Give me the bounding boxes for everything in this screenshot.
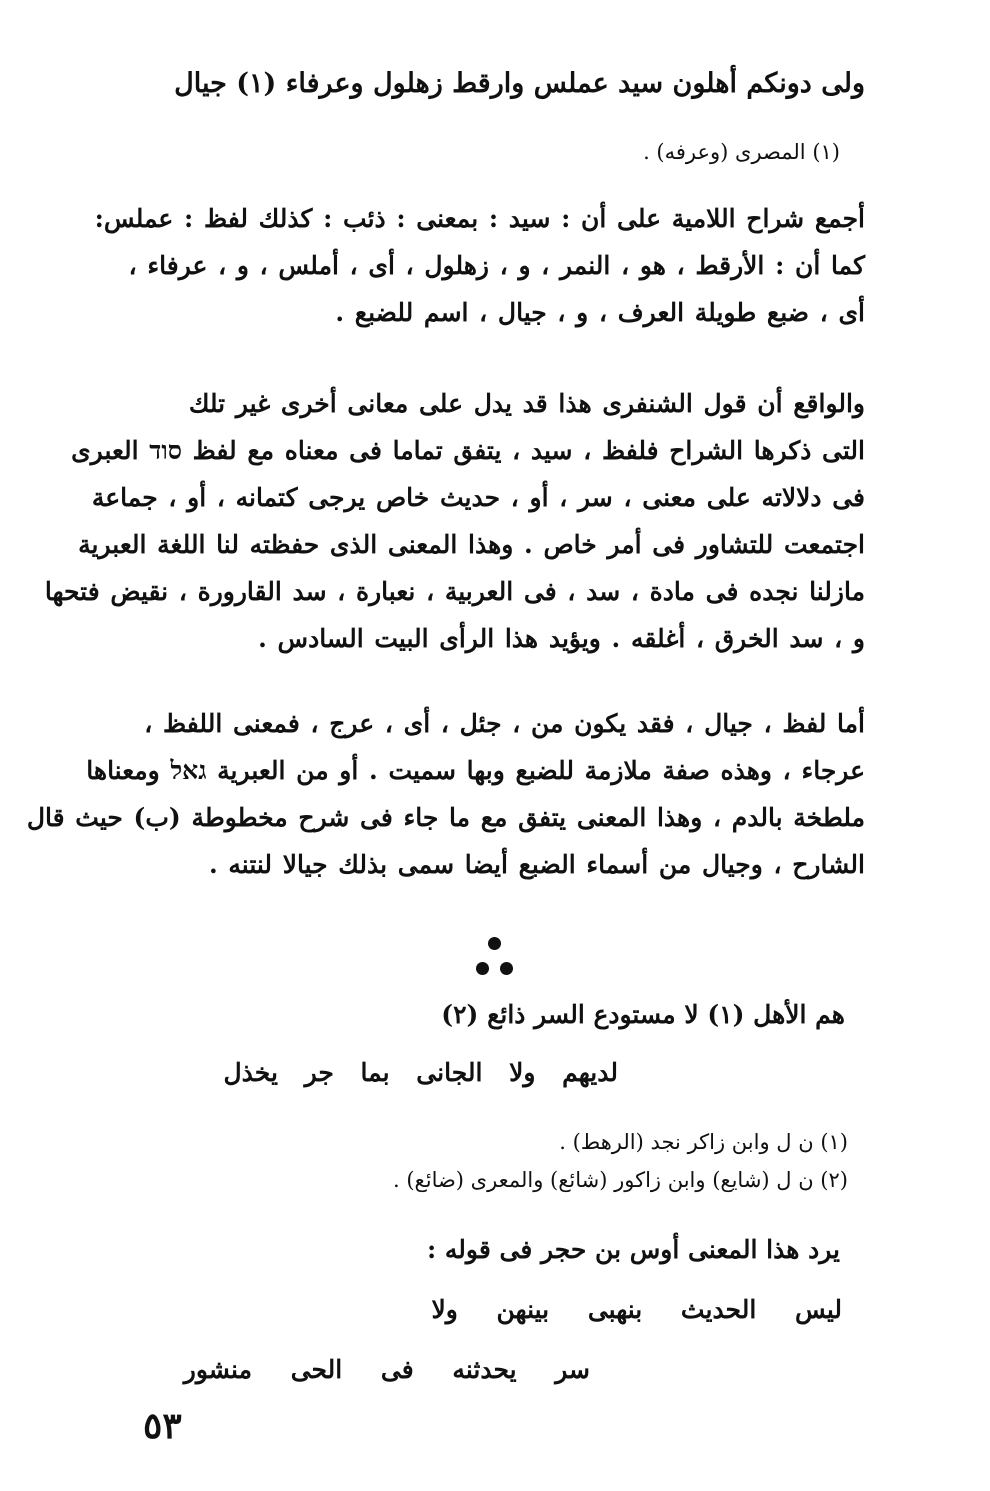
paragraph-2-line-2: التى ذكرها الشراح فلفظ ، سيد ، يتفق تماما فى معناه مع لفظ סוד العبرى: [71, 436, 865, 465]
paragraph-3-line-2: عرجاء ، وهذه صفة ملازمة للضبع وبها سميت . أو من العبرية גאל ومعناها: [86, 756, 865, 785]
footnote-verse-2-b: (٢) ن ل (شايع) وابن زاكور (شائع) والمعرى (ضائع) .: [393, 1168, 848, 1192]
footnote-verse-1: (١) المصرى (وعرفه) .: [643, 140, 840, 164]
paragraph-3-line-4: الشارح ، وجيال من أسماء الضبع أيضا سمى بذلك جيالا لنتنه .: [208, 850, 865, 879]
paragraph-2-line-4: اجتمعت للتشاور فى أمر خاص . وهذا المعنى الذى حفظته لنا اللغة العبرية: [78, 530, 865, 559]
paragraph-2-line-1: والواقع أن قول الشنفرى هذا قد يدل على معانى أخرى غير تلك: [188, 389, 865, 418]
paragraph-3: [26, 700, 865, 888]
verse-2-line-1: هم الأهل (١) لا مستودع السر ذائع (٢): [441, 1000, 845, 1029]
paragraph-2-line-5: مازلنا نجده فى مادة ، سد ، فى العربية ، نعبارة ، سد القارورة ، نقيض فتحها: [44, 577, 865, 606]
paragraph-1-line-1: أجمع شراح اللامية على أن : سيد : بمعنى : ذئب : كذلك لفظ : عملس:: [94, 204, 865, 233]
paragraph-2: [44, 380, 865, 662]
verse-3-line-1: ليس الحديث بنهبى بينهن ولا: [431, 1295, 842, 1324]
paragraph-1: [94, 195, 865, 336]
paragraph-2-line-3: فى دلالاته على معنى ، سر ، أو ، حديث خاص يرجى كتمانه ، أو ، جماعة: [91, 483, 865, 512]
section-separator-dots: [470, 935, 520, 985]
page-number: ٥٣: [143, 1405, 182, 1447]
paragraph-1-line-2: كما أن : الأرقط ، هو ، النمر ، و ، زهلول ، أى ، أملس ، و ، عرفاء ،: [128, 251, 865, 280]
paragraph-1-line-3: أى ، ضبع طويلة العرف ، و ، جيال ، اسم للضبع .: [335, 298, 865, 327]
verse-3-line-2: سر يحدثنه فى الحى منشور: [183, 1355, 590, 1384]
paragraph-3-line-1: أما لفظ ، جيال ، فقد يكون من ، جئل ، أى ، عرج ، فمعنى اللفظ ،: [144, 709, 865, 738]
paragraph-4: يرد هذا المعنى أوس بن حجر فى قوله :: [426, 1235, 840, 1264]
paragraph-2-line-6: و ، سد الخرق ، أغلقه . ويؤيد هذا الرأى البيت السادس .: [258, 624, 865, 653]
verse-2-line-2: لديهم ولا الجانى بما جر يخذل: [223, 1058, 618, 1087]
verse-1: ولى دونكم أهلون سيد عملس وارقط زهلول وعرفاء (١) جيال: [174, 68, 865, 99]
footnote-verse-2-a: (١) ن ل وابن زاكر نجد (الرهط) .: [559, 1130, 848, 1154]
paragraph-3-line-3: ملطخة بالدم ، وهذا المعنى يتفق مع ما جاء فى شرح مخطوطة (ب) حيث قال: [26, 803, 865, 832]
